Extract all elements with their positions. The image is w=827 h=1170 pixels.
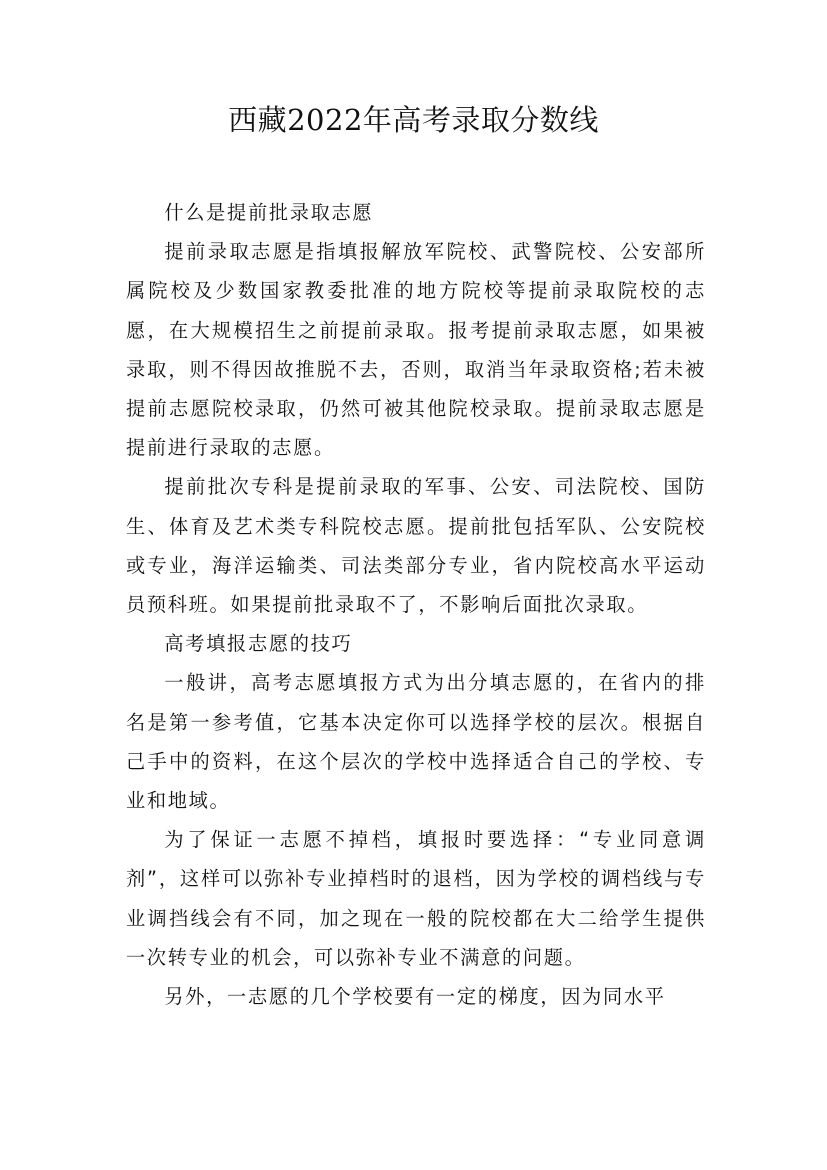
paragraph: 一般讲，高考志愿填报方式为出分填志愿的，在省内的排名是第一参考值，它基本决定你可以选择学校的层次。根据自己手中的资料，在这个层次的学校中选择适合自己的学校、专业和地域。 [126, 671, 706, 813]
paragraph: 为了保证一志愿不掉档，填报时要选择：“专业同意调剂”，这样可以弥补专业掉档时的退档，因为学校的调档线与专业调挡线会有不同，加之现在一般的院校都在大二给学生提供一次转专业的机会，可以弥补专业不满意的问题。 [126, 828, 706, 969]
paragraph: 提前录取志愿是指填报解放军院校、武警院校、公安部所属院校及少数国家教委批准的地方院校等提前录取院校的志愿，在大规模招生之前提前录取。报考提前录取志愿，如果被录取，则不得因故推脱不去，否则，取消当年录取资格;若未被提前志愿院校录取，仍然可被其他院校录取。提前录取志愿是提前进行录取的志愿。 [126, 240, 706, 460]
paragraph-heading-early-batch: 什么是提前批录取志愿 [164, 201, 374, 224]
paragraph: 另外，一志愿的几个学校要有一定的梯度，因为同水平 [164, 985, 666, 1009]
document-title: 西藏2022年高考录取分数线 [228, 103, 599, 137]
document-body [126, 193, 706, 1016]
paragraph-heading-tips: 高考填报志愿的技巧 [164, 632, 353, 656]
paragraph: 提前批次专科是提前录取的军事、公安、司法院校、国防生、体育及艺术类专科院校志愿。提前批包括军队、公安院校或专业，海洋运输类、司法类部分专业，省内院校高水平运动员预科班。如果提前批录取不了，不影响后面批次录取。 [126, 475, 706, 617]
